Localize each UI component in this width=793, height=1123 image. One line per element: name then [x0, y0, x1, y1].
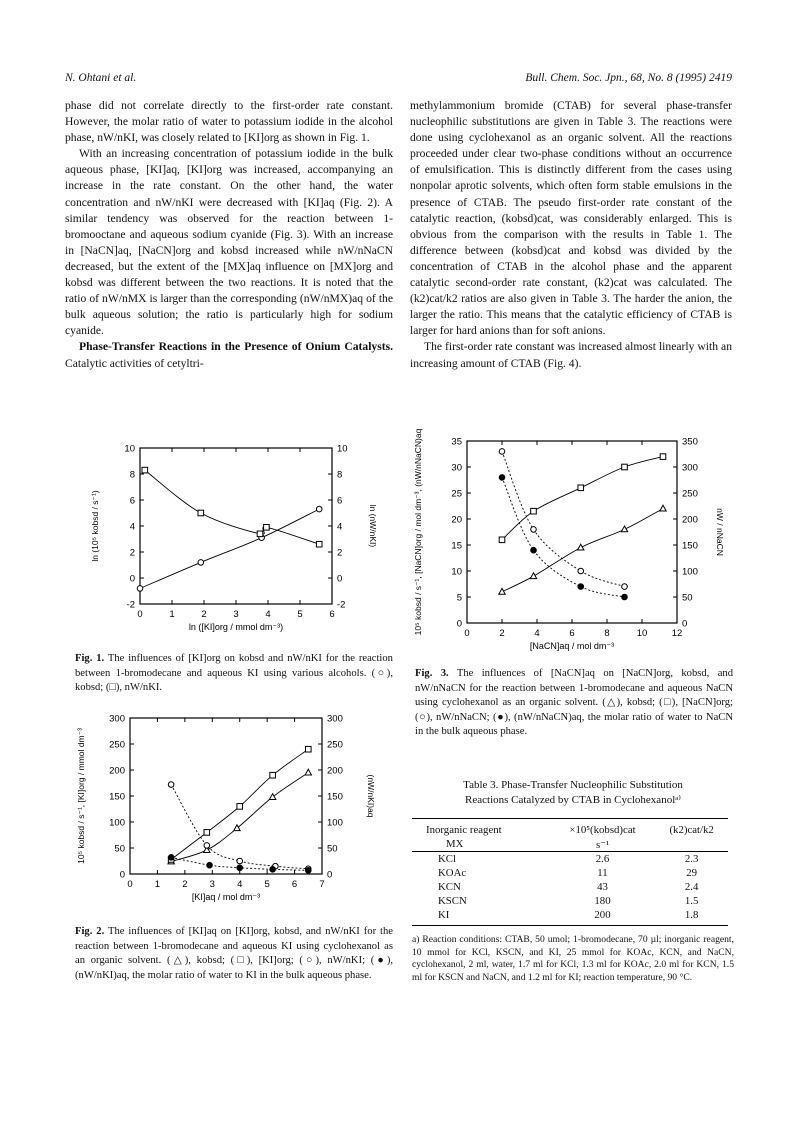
y2-tick-label: 100 [682, 566, 698, 578]
x-axis-label: ln ([KI]org / mmol dm⁻³) [188, 622, 284, 632]
y-tick-label: 5 [456, 592, 462, 604]
figure-2-chart [70, 708, 390, 920]
data-point-triangle [660, 505, 666, 511]
data-point-circle [237, 858, 243, 864]
figure-2-caption [75, 925, 393, 983]
y2-tick-label: 0 [337, 573, 343, 585]
table-cell: 1.5 [684, 895, 699, 907]
table-cell: KCl [438, 853, 456, 865]
y-axis-label: ln (10⁵ kobsd / s⁻¹) [90, 490, 100, 562]
x-tick-label: 5 [297, 609, 303, 620]
x-tick-label: 4 [237, 879, 243, 890]
y-tick-label: 25 [451, 488, 462, 500]
y2-axis-label: (nW/nKI)aq [366, 774, 376, 818]
figure-3-caption [415, 667, 733, 740]
y-tick-label: 100 [109, 817, 125, 829]
caption-label: Fig. 1. [75, 653, 105, 664]
y2-tick-label: 300 [327, 713, 343, 725]
data-point-square [142, 467, 148, 473]
x-tick-label: 5 [264, 879, 270, 890]
paragraph: methylammonium bromide (CTAB) for several phase-transfer nucleophilic substitutions are given in Table 3. The reactions were done using cyclohexanol as an organic solvent. All the reactions proceeded under clear two-phase conditions without an occurrence of emulsification. This is distinctly different from the cases using nonpolar aprotic solvents, which often form stable emulsions in the presence of CTAB. The pseudo first-order rate constant of the catalytic reaction, (kobsd)cat, was considerably enlarged. This is obvious from the comparison with the results in Table 1. The difference between (kobsd)cat and kobsd was divided by the concentration of CTAB in the alcohol phase and the apparent catalytic second-order rate constant, (k2)cat was calculated. The (k2)cat/k2 ratios are also given in Table 3. The harder the anion, the larger the ratio. This means that the catalytic efficiency of CTAB is larger for hard anions than for soft anions. [410, 99, 732, 338]
table-cell: 200 [594, 909, 611, 921]
plot-frame [140, 448, 332, 604]
data-table [412, 818, 728, 926]
data-point-filled-circle [207, 862, 213, 868]
data-point-triangle [269, 794, 275, 800]
table-cell: 11 [597, 867, 608, 879]
paragraph-start: Catalytic activities of cetyltri- [65, 356, 204, 370]
y2-tick-label: 100 [327, 817, 343, 829]
table-3-footnote: a) Reaction conditions: CTAB, 50 umol; 1-bromodecane, 70 µl; inorganic reagent, 10 mmol for KCl, KSCN, and KI, 25 mmol for KOAc, KCN, and NaCN, cyclohexanol, 2 ml, water, 1.7 ml for KCl, 1.3 ml for KOAc, 2.0 ml for KCN, 1.5 ml for KSCN and NaCN, and 1.2 ml for KI; reaction temperature, 90 °C. [412, 934, 734, 983]
data-point-square [204, 830, 210, 836]
caption-text: The influences of [NaCN]aq on [NaCN]org, kobsd, and nW/nNaCN for the reaction between 1-bromodecane and aqueous NaCN using cyclohexanol as an organic solvent. (△), kobsd; (□), [NaCN]org; (○), nW/nNaCN; (●), (nW/nNaCN)aq, the molar ratio of water to NaCN in the bulk aqueous phase. [415, 668, 733, 737]
y2-tick-label: 350 [682, 436, 698, 448]
y2-tick-label: 0 [682, 618, 688, 630]
y-tick-label: 300 [109, 713, 125, 725]
table-title-line: Table 3. Phase-Transfer Nucleophilic Substitution [463, 779, 683, 791]
x-tick-label: 6 [569, 628, 575, 639]
table-cell: 1.8 [684, 909, 699, 921]
paragraph: With an increasing concentration of potassium iodide in the bulk aqueous phase, [KI]aq, [KI]org was increased, accompanying an increase in the rate constant. On the other hand, the water concentration and nW/nKI were decreased with [KI]aq (Fig. 2). A similar tendency was observed for the reaction between 1-bromooctane and aqueous sodium cyanide (Fig. 3). With an increase in [NaCN]aq, [NaCN]org and kobsd increased while nW/nNaCN decreased, but the extent of the [MX]aq influence on [MX]org and kobsd was different between the two reactions. It is noted that the ratio of nW/nMX is larger than the corresponding (nW/nMX)aq of the bulk aqueous solution; the ratio is particularly high for sodium cyanide. [65, 147, 393, 338]
table-3 [412, 818, 728, 926]
y2-tick-label: 50 [682, 592, 693, 604]
table-cell: KCN [438, 881, 461, 893]
column-header: Inorganic reagent [426, 824, 502, 836]
table-3-title [412, 778, 734, 808]
y2-tick-label: 4 [337, 521, 343, 533]
y2-axis-label: nW / nNaCN [715, 508, 725, 556]
data-point-triangle [621, 526, 627, 532]
y2-tick-label: 0 [327, 869, 333, 881]
x-axis-label: [NaCN]aq / mol dm⁻³ [529, 641, 615, 651]
data-point-square [270, 772, 276, 778]
data-point-circle [531, 527, 537, 533]
y-tick-label: 4 [129, 521, 135, 533]
y2-tick-label: 300 [682, 462, 698, 474]
x-tick-label: 0 [127, 879, 133, 890]
table-cell: KOAc [438, 867, 467, 879]
y-tick-label: 2 [129, 547, 135, 559]
y-tick-label: 150 [109, 791, 125, 803]
data-point-square [660, 454, 666, 460]
x-tick-label: 2 [182, 879, 188, 890]
data-point-circle [499, 449, 505, 455]
x-tick-label: 1 [154, 879, 161, 890]
x-tick-label: 2 [201, 609, 207, 620]
data-point-filled-circle [237, 865, 243, 871]
y-tick-label: 20 [451, 514, 462, 526]
data-point-triangle [305, 769, 311, 775]
plot-frame [130, 718, 322, 874]
y-tick-label: 6 [129, 495, 135, 507]
caption-label: Fig. 3. [415, 668, 449, 679]
data-point-square [578, 485, 584, 491]
x-tick-label: 1 [169, 609, 175, 620]
y-tick-label: 10 [451, 566, 462, 578]
paragraph: The first-order rate constant was increased almost linearly with an increasing amount of CTAB (Fig. 4). [410, 340, 732, 370]
table-cell: 43 [597, 881, 608, 893]
paragraph: phase did not correlate directly to the first-order rate constant. However, the molar ratio of water to potassium iodide in the alcohol phase, nW/nKI, was closely related to [KI]org as shown in Fig. 1. [65, 99, 393, 145]
table-cell: KI [438, 909, 450, 921]
x-tick-label: 0 [464, 628, 470, 639]
data-point-triangle [499, 588, 505, 594]
table-row [412, 880, 728, 894]
data-point-filled-circle [168, 855, 174, 861]
x-tick-label: 3 [233, 609, 239, 620]
paragraph [65, 339, 393, 371]
data-point-square [531, 508, 537, 514]
y2-tick-label: 250 [327, 739, 343, 751]
y-tick-label: 30 [451, 462, 462, 474]
y2-tick-label: 2 [337, 547, 343, 559]
series-line [502, 451, 625, 586]
y2-tick-label: 250 [682, 488, 698, 500]
data-point-square [305, 746, 311, 752]
data-point-square [198, 510, 204, 516]
y2-tick-label: 200 [682, 514, 698, 526]
x-tick-label: 12 [671, 628, 683, 639]
table-cell: 29 [686, 867, 698, 879]
table-title-line: Reactions Catalyzed by CTAB in Cyclohexanolᵃ⁾ [465, 794, 681, 806]
y2-tick-label: 8 [337, 469, 343, 481]
running-header-authors: N. Ohtani et al. [65, 72, 137, 84]
data-point-circle [198, 560, 204, 566]
y2-tick-label: 6 [337, 495, 343, 507]
y-axis-label: 10⁵ kobsd / s⁻¹, [NaCN]org / mol dm⁻³, (nW/nNaCN)aq [413, 428, 423, 636]
data-point-filled-circle [270, 867, 276, 873]
data-point-square [264, 525, 270, 531]
column-unit: s⁻¹ [595, 838, 610, 851]
column-header: (k2)cat/k2 [669, 824, 714, 836]
data-point-square [316, 541, 322, 547]
y2-tick-label: 10 [337, 443, 348, 455]
table-row [412, 908, 728, 926]
y-tick-label: 200 [109, 765, 125, 777]
y-tick-label: 0 [129, 573, 135, 585]
y2-tick-label: -2 [337, 599, 346, 611]
data-point-circle [168, 782, 174, 788]
data-point-filled-circle [622, 594, 628, 600]
x-tick-label: 10 [636, 628, 648, 639]
x-tick-label: 0 [137, 609, 143, 620]
y-tick-label: 250 [109, 739, 125, 751]
table-cell: KSCN [438, 895, 467, 907]
y-tick-label: 50 [114, 843, 125, 855]
table-cell: 2.3 [684, 853, 699, 865]
data-point-circle [204, 843, 210, 849]
table-row [412, 852, 728, 867]
y-tick-label: 0 [456, 618, 462, 630]
x-tick-label: 7 [319, 879, 325, 890]
left-column-text [65, 98, 393, 372]
x-axis-label: [KI]aq / mol dm⁻³ [191, 892, 261, 902]
section-heading: Phase-Transfer Reactions in the Presence of Onium Catalysts. [79, 340, 393, 354]
y-tick-label: 10 [124, 443, 135, 455]
data-point-filled-circle [531, 547, 537, 553]
running-header-journal: Bull. Chem. Soc. Jpn., 68, No. 8 (1995) 2419 [525, 72, 732, 84]
x-tick-label: 2 [499, 628, 505, 639]
data-point-triangle [234, 825, 240, 831]
table-cell: 2.6 [595, 853, 610, 865]
x-tick-label: 8 [604, 628, 610, 639]
caption-text: The influences of [KI]org on kobsd and nW/nKI for the reaction between 1-bromodecane and aqueous KI using various alcohols. (○), kobsd; (□), nW/nKI. [75, 653, 393, 693]
data-point-circle [622, 584, 628, 590]
y-tick-label: 35 [451, 436, 462, 448]
data-point-circle [316, 506, 322, 512]
data-point-circle [137, 586, 143, 592]
data-point-triangle [530, 573, 536, 579]
column-subheader: MX [446, 838, 464, 850]
table-row [412, 894, 728, 908]
caption-text: The influences of [KI]aq on [KI]org, kobsd, and nW/nKI for the reaction between 1-bromodecane and aqueous KI using cyclohexanol as an organic solvent. (△), kobsd; (□), [KI]org; (○), nW/nKI; (●), (nW/nKI)aq, the molar ratio of water to KI in the bulk aqueous phase. [75, 926, 393, 981]
x-tick-label: 6 [291, 879, 298, 890]
y2-tick-label: 150 [327, 791, 343, 803]
series-line [140, 509, 319, 588]
data-point-triangle [578, 544, 584, 550]
y-axis-label: 10⁵ kobsd / s⁻¹, [KI]org / mmol dm⁻³ [76, 728, 86, 864]
data-point-filled-circle [499, 475, 505, 481]
figure-1-chart [70, 438, 390, 648]
plot-frame [467, 441, 677, 623]
data-point-square [237, 804, 243, 810]
data-point-filled-circle [305, 868, 311, 874]
y2-tick-label: 200 [327, 765, 343, 777]
data-point-square [622, 464, 628, 470]
series-line [171, 773, 308, 862]
y-tick-label: 8 [129, 469, 135, 481]
y2-axis-label: ln (nW/nKI) [368, 504, 378, 548]
table-cell: 2.4 [684, 881, 699, 893]
right-column-text [410, 98, 732, 372]
table-row [412, 866, 728, 880]
table-cell: 180 [594, 895, 611, 907]
caption-label: Fig. 2. [75, 926, 105, 937]
data-point-circle [578, 568, 584, 574]
y2-tick-label: 150 [682, 540, 698, 552]
data-point-filled-circle [578, 584, 584, 590]
y-tick-label: 15 [451, 540, 462, 552]
x-tick-label: 4 [534, 628, 540, 639]
column-header: ×10⁵(kobsd)cat [569, 824, 636, 836]
y-tick-label: -2 [126, 599, 135, 611]
figure-3-chart [405, 425, 725, 663]
y2-tick-label: 50 [327, 843, 338, 855]
figure-1-caption [75, 652, 393, 696]
data-point-square [257, 531, 263, 537]
series-line [145, 470, 319, 544]
series-line [502, 457, 663, 540]
y-tick-label: 0 [119, 869, 125, 881]
x-tick-label: 4 [265, 609, 271, 620]
x-tick-label: 3 [209, 879, 215, 890]
data-point-square [499, 537, 505, 543]
x-tick-label: 6 [329, 609, 335, 620]
